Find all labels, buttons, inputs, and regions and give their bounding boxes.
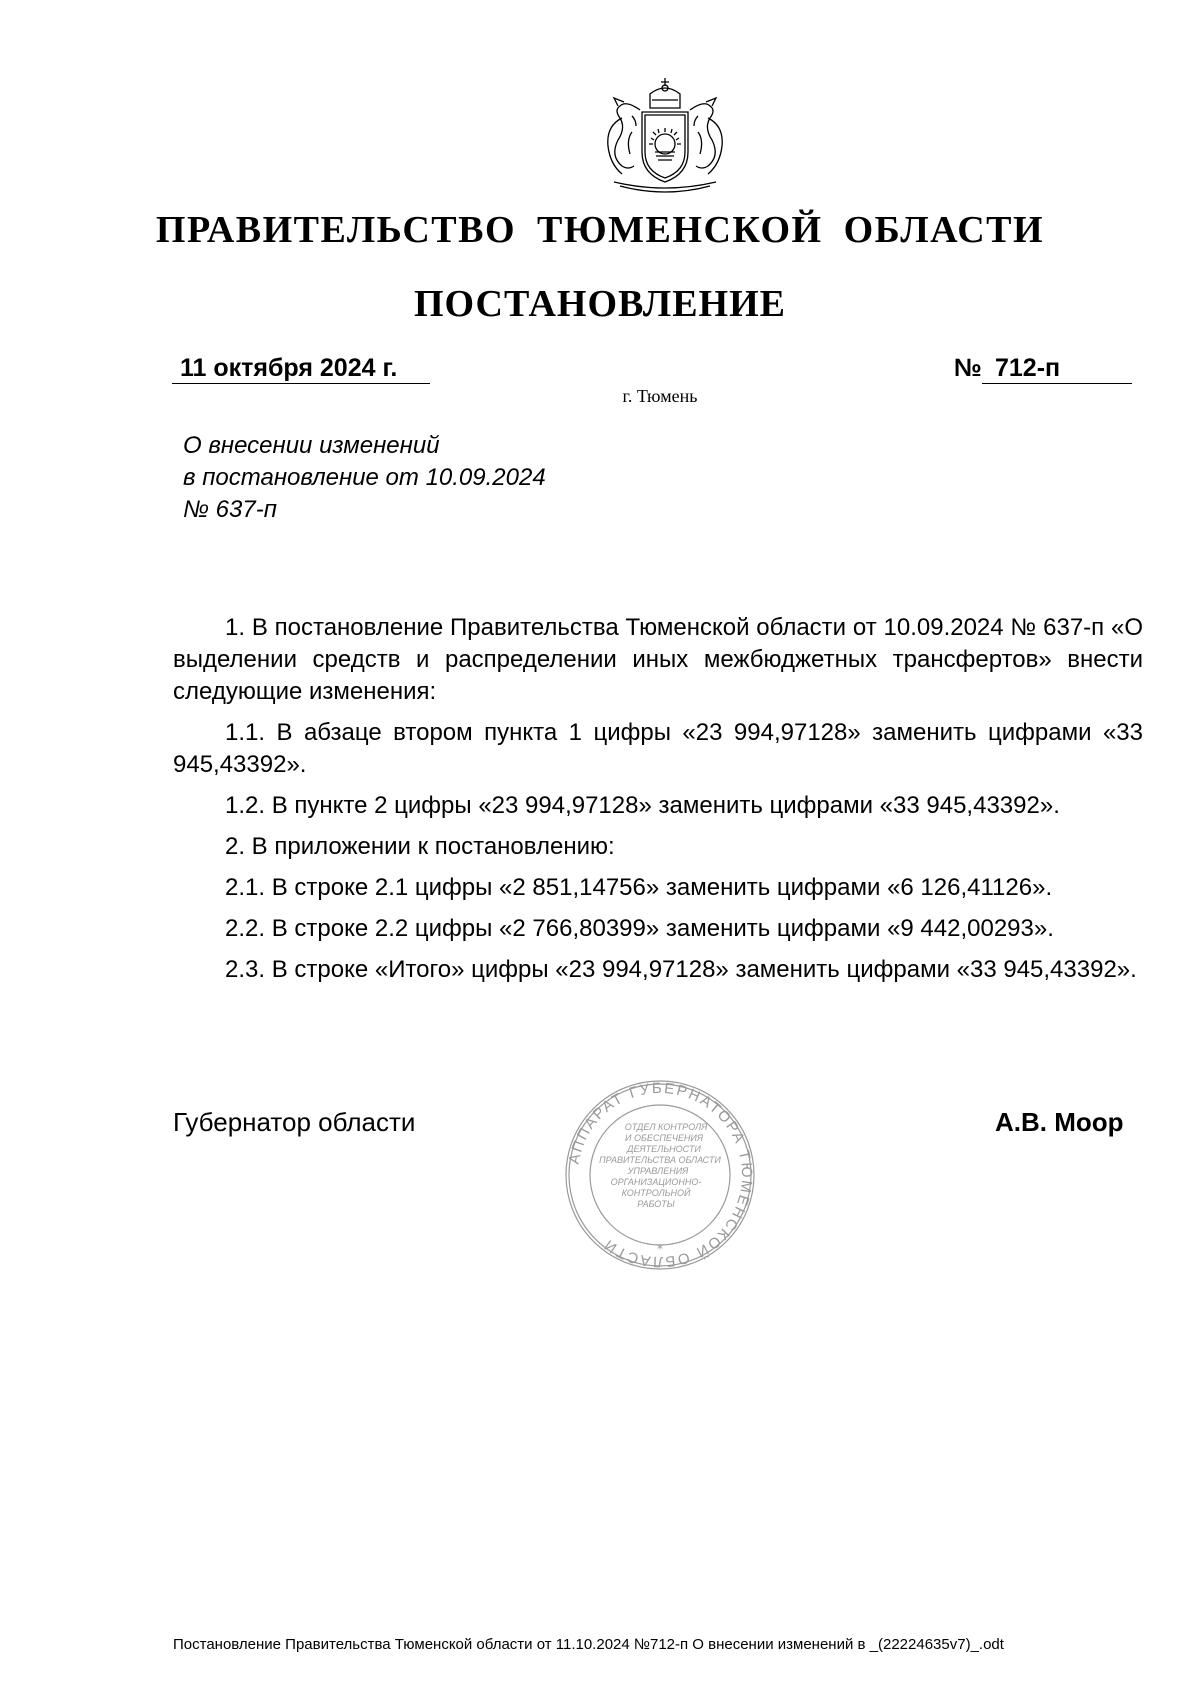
organization-title: ПРАВИТЕЛЬСТВО ТЮМЕНСКОЙ ОБЛАСТИ [155, 209, 1045, 251]
subject-line: в постановление от 10.09.2024 [183, 464, 546, 491]
body-paragraph: 1. В постановление Правительства Тюменской области от 10.09.2024 № 637-п «О выделении средств и распределении иных межбюджетных трансфертов» внести следующие изменения: [173, 614, 1143, 705]
city: г. Тюмень [622, 386, 698, 406]
document-number: 712-п [995, 354, 1061, 382]
stamp-inner-line: РАБОТЫ [637, 1199, 675, 1209]
body-paragraph: 2.2. В строке 2.2 цифры «2 766,80399» заменить цифрами «9 442,00293». [225, 915, 1054, 942]
body-paragraph: 1.1. В абзаце втором пункта 1 цифры «23 994,97128» заменить цифрами «33 945,43392». [173, 719, 1143, 778]
stamp-inner-line: ДЕЯТЕЛЬНОСТИ [627, 1144, 701, 1154]
coat-of-arms-emblem [592, 70, 738, 198]
document-type-title: ПОСТАНОВЛЕНИЕ [413, 283, 787, 325]
stamp-outer-text: АППАРАТ ГУБЕРНАТОРА ТЮМЕНСКОЙ ОБЛАСТИ [565, 1079, 756, 1271]
body-paragraph: 2.1. В строке 2.1 цифры «2 851,14756» заменить цифрами «6 126,41126». [225, 874, 1053, 901]
signatory-title: Губернатор области [173, 1107, 416, 1137]
subject-line: № 637-п [183, 496, 277, 523]
footer-file-info: Постановление Правительства Тюменской области от 11.10.2024 №712-п О внесении изменений в _(22224635v7)_.odt [173, 1636, 1004, 1653]
document-body [173, 612, 1143, 995]
stamp-inner-line: КОНТРОЛЬНОЙ [621, 1188, 691, 1198]
signatory-name: А.В. Моор [995, 1107, 1124, 1137]
document-date: 11 октября 2024 г. [180, 354, 398, 382]
stamp-inner-line: ОРГАНИЗАЦИОННО- [610, 1177, 702, 1187]
official-stamp [560, 1075, 760, 1275]
body-paragraph: 2.3. В строке «Итого» цифры «23 994,97128» заменить цифрами «33 945,43392». [225, 956, 1137, 983]
body-paragraph: 2. В приложении к постановлению: [225, 833, 615, 860]
subject-line: О внесении изменений [183, 432, 440, 459]
number-sign: № [954, 354, 982, 382]
stamp-inner-line: УПРАВЛЕНИЯ [627, 1166, 689, 1176]
document-subject [183, 430, 683, 526]
stamp-inner-line: И ОБЕСПЕЧЕНИЯ [625, 1133, 703, 1143]
stamp-inner-line: ОТДЕЛ КОНТРОЛЯ [624, 1122, 708, 1132]
stamp-inner-line: ПРАВИТЕЛЬСТВА ОБЛАСТИ [599, 1155, 721, 1165]
body-paragraph: 1.2. В пункте 2 цифры «23 994,97128» заменить цифрами «33 945,43392». [225, 792, 1060, 819]
svg-text:*: * [657, 1242, 663, 1256]
